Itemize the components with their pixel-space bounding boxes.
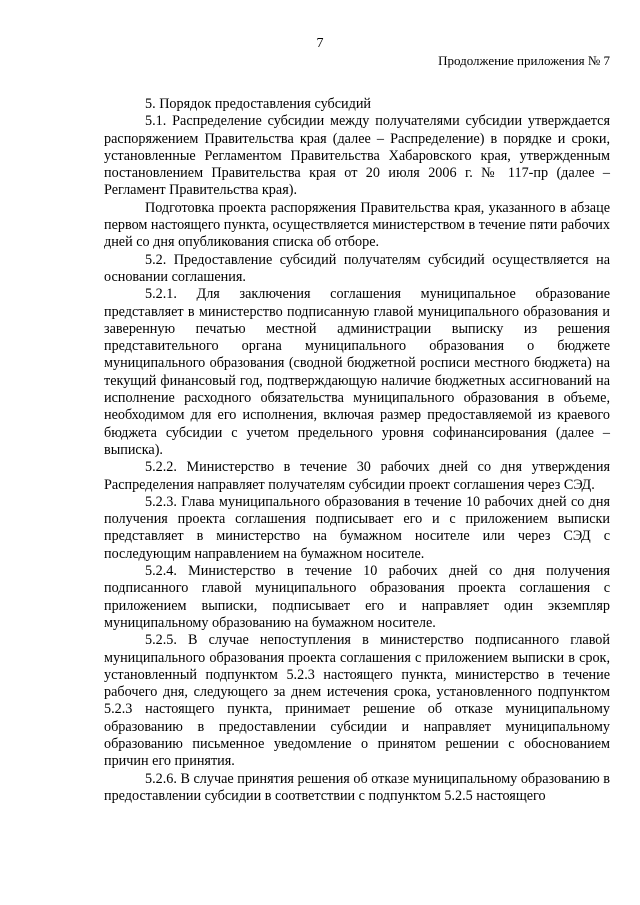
paragraph-5-2-6: 5.2.6. В случае принятия решения об отказе муниципальному образованию в предоставлении субсидии в соответствии с подпунктом 5.2.5 настоящего [104, 770, 610, 804]
paragraph-5-2: 5.2. Предоставление субсидий получателям субсидий осуществляется на основании соглашения. [104, 251, 610, 285]
page-number: 7 [316, 36, 324, 51]
paragraph-5-2-5: 5.2.5. В случае непоступления в министерство подписанного главой муниципального образования проекта соглашения с приложением выписки в срок, установленный подпунктом 5.2.3 настоящего пункта, министерство в течение рабочего дня, следующего за днем истечения срока, установленного подпунктом 5.2.3 настоящего пункта, принимает решение об отказе муниципальному образованию в предоставлении субсидии и направляет муниципальному образованию письменное уведомление о принятом решении с обоснованием причин его принятия. [104, 632, 610, 770]
document-body [104, 96, 610, 805]
paragraph-5-2-1: 5.2.1. Для заключения соглашения муниципальное образование представляет в министерство подписанную главой муниципального образования и заверенную печатью местной администрации выписку из решения представительного органа муниципального образования о бюджете муниципального образования (сводной бюджетной росписи местного бюджета) на текущий финансовый год, подтверждающую наличие бюджетных ассигнований на исполнение расходного обязательства муниципального образования в объеме, необходимом для его исполнения, включая размер предоставляемой из краевого бюджета субсидии с учетом предельного уровня софинансирования (далее – выписка). [104, 286, 610, 458]
paragraph-5-2-2: 5.2.2. Министерство в течение 30 рабочих дней со дня утверждения Распределения направляет получателям субсидии проект соглашения через СЭД. [104, 459, 610, 493]
section-title: 5. Порядок предоставления субсидий [145, 96, 372, 112]
paragraph-5-2-4: 5.2.4. Министерство в течение 10 рабочих дней со дня получения подписанного главой муниципального образования проекта соглашения с приложением выписки, подписывает его и направляет один экземпляр муниципальному образованию на бумажном носителе. [104, 563, 610, 631]
paragraph-5-2-3: 5.2.3. Глава муниципального образования в течение 10 рабочих дней со дня получения проекта соглашения подписывает его и с приложением выписки представляет в министерство на бумажном носителе или через СЭД с последующим направлением на бумажном носителе. [104, 493, 610, 562]
paragraph-5-1-preparation: Подготовка проекта распоряжения Правительства края, указанного в абзаце первом настоящего пункта, осуществляется министерством в течение пяти рабочих дней со дня опубликования списка об отборе. [104, 199, 610, 251]
paragraph-5-1: 5.1. Распределение субсидии между получателями субсидии утверждается распоряжением Правительства края (далее – Распределение) в порядке и сроки, установленные Регламентом Правительства Хабаровского края, утвержденным постановлением Правительства края от 20 июля 2006 г. № 117-пр (далее – Регламент Правительства края). [104, 113, 610, 199]
appendix-label: Продолжение приложения № 7 [438, 53, 610, 68]
